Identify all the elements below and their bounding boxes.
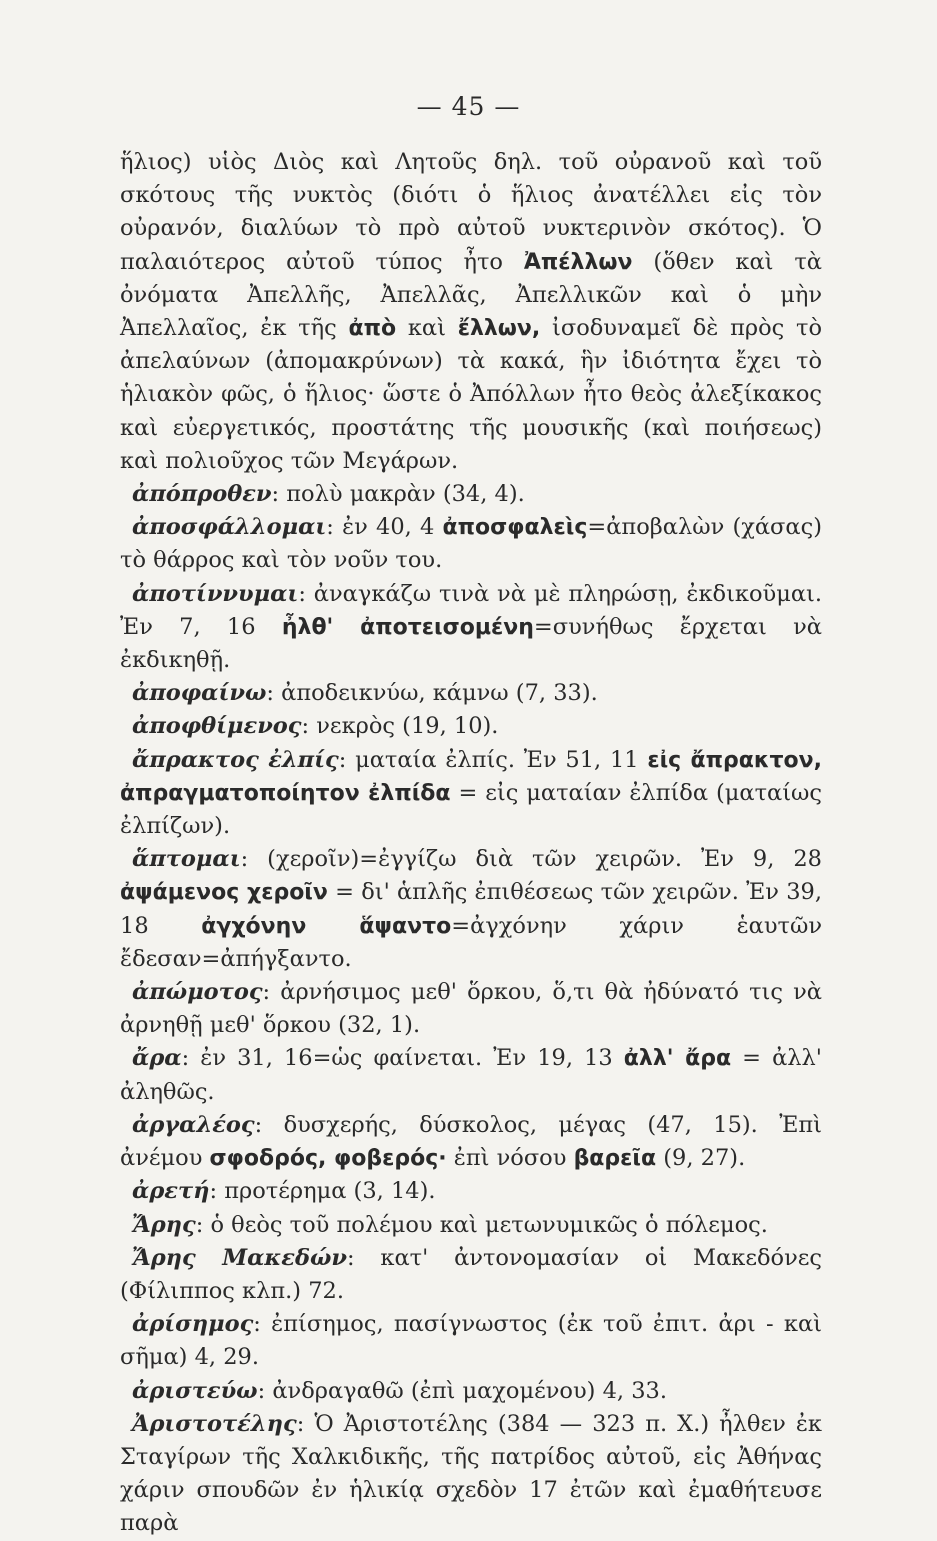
entry-ara: ἄρα: ἐν 31, 16=ὡς φαίνεται. Ἐν 19, 13 ἀλλ' ἄρα = ἀλλ' ἀληθῶς. xyxy=(120,1045,822,1105)
entry-ares-makedon: Ἄρης Μακεδών: κατ' ἀντονομασίαν οἱ Μακεδόνες (Φίλιππος κλπ.) 72. xyxy=(120,1244,823,1304)
bold-term: σφοδρός, φοβερός· xyxy=(209,1146,447,1172)
entry-arete: ἀρετή: προτέρημα (3, 14). xyxy=(132,1178,436,1205)
entry-headword: ἀρετή xyxy=(132,1178,210,1205)
page-number: — 45 — xyxy=(416,92,521,121)
entry-haptomai: ἅπτομαι: (χεροῖν)=ἐγγίζω διὰ τῶν χειρῶν. Ἐν 9, 28 ἀψάμενος χεροῖν = δι' ἁπλῆς ἐπιθέσεως τῶν χειρῶν. Ἐν 39, 18 ἀγχόνην ἅψαντο=ἀγχόνην χάριν ἑαυτῶν ἔδεσαν=ἀπήγξαντο. xyxy=(120,846,822,972)
bold-term: ἀλλ' ἄρα xyxy=(623,1046,732,1072)
entry-apotinnymai: ἀποτίννυμαι: ἀναγκάζω τινὰ νὰ μὲ πληρώσῃ, ἐκδικοῦμαι. Ἐν 7, 16 ἦλθ' ἀποτεισομένη=συνήθως ἔρχεται νὰ ἐκδικηθῇ. xyxy=(120,580,822,674)
bold-term: εἰς ἄπρακτον, ἀπραγματοποίητον ἐλπίδα xyxy=(120,747,822,806)
entry-headword: ἅπτομαι xyxy=(132,846,241,873)
bold-term: ἀψάμενος χεροῖν xyxy=(120,880,328,906)
entry-apomotos: ἀπώμοτος: ἀρνήσιμος μεθ' ὅρκου, ὅ,τι θὰ ἠδύνατό τις νὰ ἀρνηθῇ μεθ' ὅρκου (32, 1). xyxy=(120,979,822,1039)
bold-term: ἀποσφαλεὶς xyxy=(442,515,588,541)
paragraph-apollon: ἥλιος) υἱὸς Διὸς καὶ Λητοῦς δηλ. τοῦ οὐρανοῦ καὶ τοῦ σκότους τῆς νυκτὸς (διότι ὁ ἥλιος ἀνατέλλει εἰς τὸν οὐρανόν, διαλύων τὸ πρὸ αὐτοῦ νυκτερινὸν σκότος). Ὁ παλαιότερος αὐτοῦ τύπος ἦτο Ἀπέλλων (ὅθεν καὶ τὰ ὀνόματα Ἀπελλῆς, Ἀπελλᾶς, Ἀπελλικῶν καὶ ὁ μὴν Ἀπελλαῖος, ἐκ τῆς ἀπὸ καὶ ἔλλων, ἰσοδυναμεῖ δὲ πρὸς τὸ ἀπελαύνων (ἀπομακρύνων) τὰ κακά, ἣν ἰδιότητα ἔχει τὸ ἡλιακὸν φῶς, ὁ ἥλιος· ὥστε ὁ Ἀπόλλων ἦτο θεὸς ἀλεξίκακος καὶ εὐεργετικός, προστάτης τῆς μουσικῆς (καὶ ποιήσεως) καὶ πολιοῦχος τῶν Μεγάρων. xyxy=(120,149,822,474)
entry-headword: ἀπόπροθεν xyxy=(132,481,272,508)
entry-headword: ἀργαλέος xyxy=(132,1111,255,1138)
entry-headword: ἄρα xyxy=(132,1045,182,1072)
entry-headword: ἀποφαίνω xyxy=(132,680,267,707)
page-text xyxy=(120,146,822,1541)
bold-term: βαρεῖα xyxy=(573,1146,657,1172)
entry-apofaino: ἀποφαίνω: ἀποδεικνύω, κάμνω (7, 33). xyxy=(132,680,598,707)
entry-apofthimenos: ἀποφθίμενος: νεκρὸς (19, 10). xyxy=(132,713,499,740)
entry-argaleos: ἀργαλέος: δυσχερής, δύσκολος, μέγας (47, 15). Ἐπὶ ἀνέμου σφοδρός, φοβερός· ἐπὶ νόσου βαρεῖα (9, 27). xyxy=(120,1111,822,1172)
entry-headword: ἄπρακτος ἐλπίς xyxy=(132,746,339,773)
bold-term: Ἀπέλλων xyxy=(523,249,633,275)
entry-headword: ἀποφθίμενος xyxy=(132,713,302,740)
entry-headword: ἀρίσημος xyxy=(132,1311,254,1338)
bold-term: ἦλθ' ἀποτεισομένη xyxy=(281,614,534,640)
entry-aristeuo: ἀριστεύω: ἀνδραγαθῶ (ἐπὶ μαχομένου) 4, 33. xyxy=(132,1377,667,1404)
entry-apoprothen: ἀπόπροθεν: πολὺ μακρὰν (34, 4). xyxy=(132,481,525,508)
bold-term: ἀπὸ xyxy=(348,316,397,342)
entry-headword: ἀποτίννυμαι xyxy=(132,580,299,607)
entry-headword: ἀποσφάλλομαι xyxy=(132,514,327,541)
entry-ares: Ἄρης: ὁ θεὸς τοῦ πολέμου καὶ μετωνυμικῶς ὁ πόλεμος. xyxy=(132,1211,768,1238)
entry-headword: Ἄρης xyxy=(132,1211,196,1238)
entry-headword: Ἄρης Μακεδών xyxy=(132,1244,348,1271)
entry-aposfallomai: ἀποσφάλλομαι: ἐν 40, 4 ἀποσφαλεὶς=ἀποβαλὼν (χάσας) τὸ θάρρος καὶ τὸν νοῦν του. xyxy=(120,514,822,574)
entry-arisemos: ἀρίσημος: ἐπίσημος, πασίγνωστος (ἐκ τοῦ ἐπιτ. ἀρι - καὶ σῆμα) 4, 29. xyxy=(120,1311,822,1371)
entry-headword: ἀριστεύω xyxy=(132,1377,258,1404)
entry-aristoteles: Ἀριστοτέλης: Ὁ Ἀριστοτέλης (384 — 323 π. Χ.) ἦλθεν ἐκ Σταγίρων τῆς Χαλκιδικῆς, τῆς πατρίδος αὐτοῦ, εἰς Ἀθήνας χάριν σπουδῶν ἐν ἡλικίᾳ σχεδὸν 17 ἐτῶν καὶ ἐμαθήτευσε παρὰ xyxy=(120,1410,822,1537)
entry-headword: ἀπώμοτος xyxy=(132,979,263,1006)
entry-apraktos-elpis: ἄπρακτος ἐλπίς: ματαία ἐλπίς. Ἐν 51, 11 εἰς ἄπρακτον, ἀπραγματοποίητον ἐλπίδα = εἰς ματαίαν ἐλπίδα (ματαίως ἐλπίζων). xyxy=(120,746,822,840)
entry-headword: Ἀριστοτέλης xyxy=(132,1410,297,1437)
bold-term: ἀγχόνην ἅψαντο xyxy=(201,913,452,939)
bold-term: ἔλλων, xyxy=(457,316,541,342)
